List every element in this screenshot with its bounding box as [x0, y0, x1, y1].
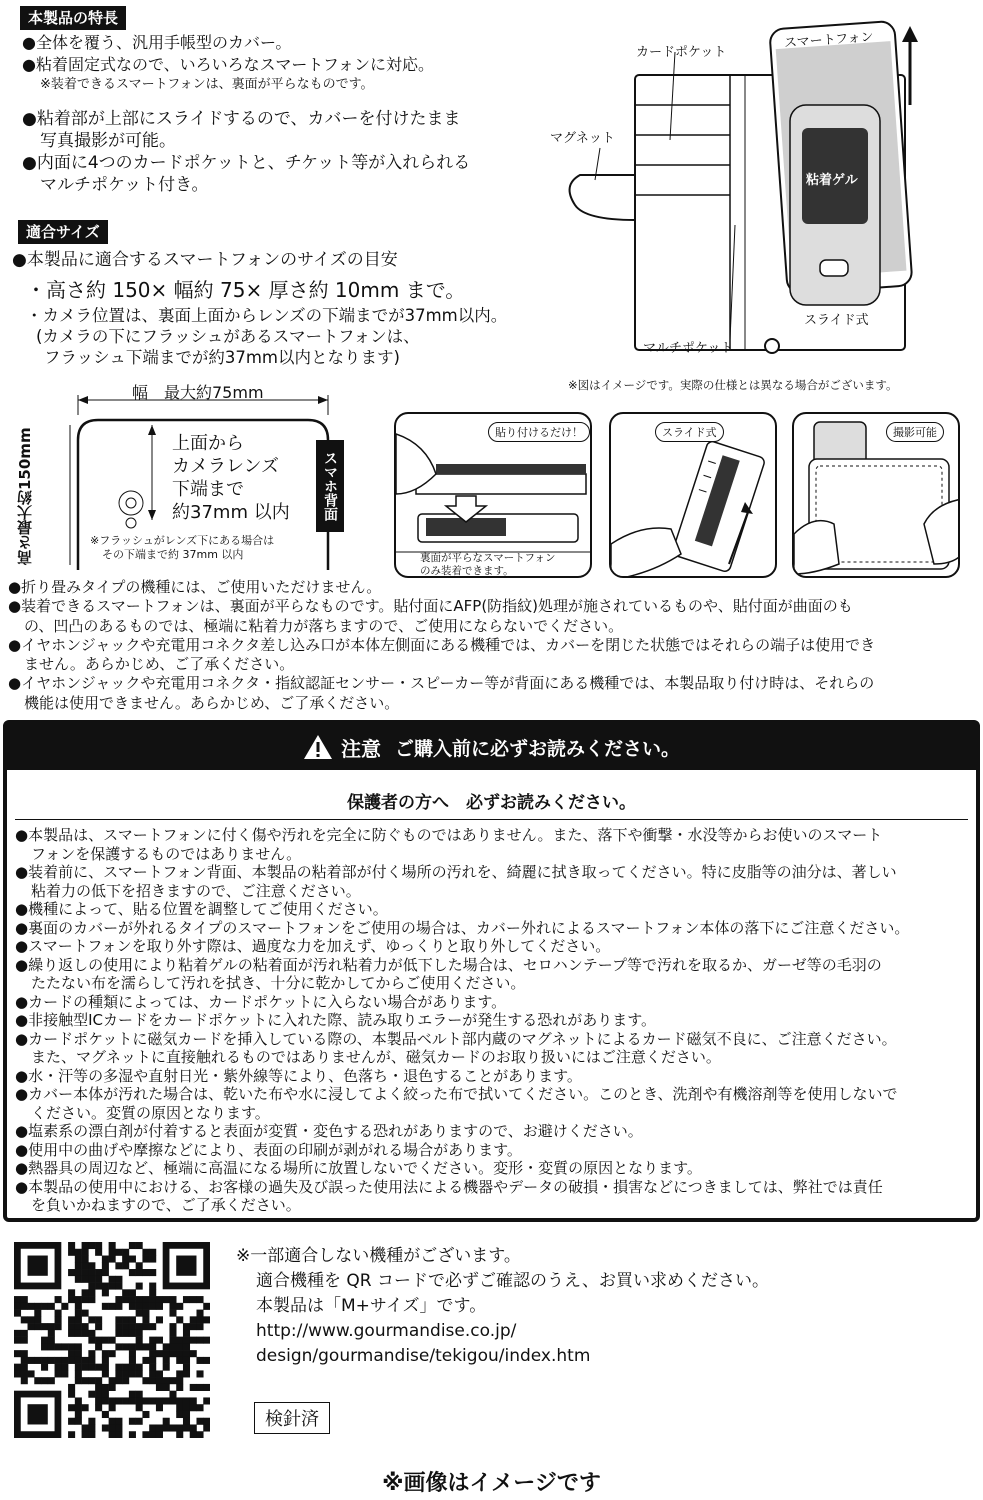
notice-line: ●熱器具の周辺など、極端に高温になる場所に放置しないでください。変形・変質の原因となります。 — [15, 1159, 702, 1177]
warning-line: の、凹凸のあるものでは、極端に粘着力が落ちますので、ご使用にならないでください。 — [24, 616, 624, 635]
features-heading: 本製品の特長 — [20, 6, 126, 30]
feature-line: ●粘着固定式なので、いろいろなスマートフォンに対応。 — [22, 55, 435, 74]
notice-line: ●カバー本体が汚れた場合は、乾いた布や水に浸してよく絞った布で拭いてください。このとき、洗剤や有機溶剤等を使用しないで — [15, 1085, 898, 1103]
camera-text — [172, 432, 290, 524]
feature-note: ※装着できるスマートフォンは、裏面が平らなものです。 — [40, 77, 374, 92]
diagram-caption: ※図はイメージです。実際の仕様とは異なる場合がございます。 — [568, 378, 898, 392]
label-gel: 粘着ゲル — [806, 173, 858, 188]
stick-caption-line: のみ装着できます。 — [420, 565, 514, 577]
notice-box — [3, 720, 980, 1222]
notice-line: ●繰り返しの使用により粘着ゲルの粘着面が汚れ粘着力が低下した場合は、セロハンテープ等で汚れを取るか、ガーゼ等の毛羽の — [15, 955, 882, 974]
feature-line: ●粘着部が上部にスライドするので、カバーを付けたまま — [22, 109, 461, 129]
camera-text-line: 下端まで — [172, 479, 244, 500]
image-disclaimer: ※画像はイメージです — [382, 1471, 601, 1496]
step-slide-panel — [609, 412, 777, 578]
warning-line: ●イヤホンジャックや充電用コネクタ差し込み口が本体左側面にある機種では、カバーを閉じた状態ではそれらの端子は使用でき — [8, 635, 876, 654]
case-diagram — [540, 10, 970, 360]
flash-note-line: その下端まで約 37mm 以内 — [102, 548, 244, 561]
height-label: 高さ最大約150mm — [16, 427, 34, 565]
feature-line: ●内面に4つのカードポケットと、チケット等が入れられる — [22, 153, 471, 173]
notice-line: また、マグネットに直接触れるものではありませんが、磁気カードのお取り扱いにはご注意ください。 — [31, 1048, 721, 1066]
qr-info-line: 本製品は「M+サイズ」です。 — [256, 1296, 487, 1316]
notice-line: ●カードの種類によっては、カードポケットに入らない場合があります。 — [15, 992, 507, 1011]
feature-line: ●全体を覆う、汎用手帳型のカバー。 — [22, 33, 292, 52]
notice-line: ●非接触型ICカードをカードポケットに入れた際、読み取りエラーが発生する恐れがあります。 — [15, 1011, 657, 1029]
stick-tag: 貼り付けるだけ！ — [488, 422, 590, 442]
width-label: 幅 最大約75mm — [132, 383, 264, 402]
stick-caption — [420, 552, 555, 578]
flash-note — [90, 534, 274, 562]
label-magnet: マグネット — [550, 131, 615, 146]
guardian-note: 保護者の方へ 必ずお読みください。 — [347, 793, 636, 813]
label-slide: スライド式 — [804, 313, 869, 328]
inspected-badge: 検針済 — [254, 1402, 330, 1434]
notice-line: ●装着前に、スマートフォン背面、本製品の粘着部が付く場所の汚れを、綺麗に拭き取ってください。特に皮脂等の油分は、著しい — [15, 863, 897, 881]
size-dims: ・高さ約 150× 幅約 75× 厚さ約 10mm まで。 — [26, 278, 466, 302]
notice-line: ●カードポケットに磁気カードを挿入している際の、本製品ベルト部内蔵のマグネットによるカード磁気不良に、ご注意ください。 — [15, 1029, 897, 1048]
notice-line: ●スマートフォンを取り外す際は、過度な力を加えず、ゆっくりと取り外してください。 — [15, 937, 611, 955]
camera-text-line: カメラレンズ — [172, 456, 280, 477]
warning-line: ●折り畳みタイプの機種には、ご使用いただけません。 — [8, 578, 382, 596]
stick-caption-line: 裏面が平らなスマートフォン — [420, 552, 556, 564]
qr-info — [236, 1244, 769, 1369]
warnings-list — [8, 578, 875, 713]
size-paren2: フラッシュ下端までが約37mm以内となります) — [44, 348, 400, 367]
warning-line: 機能は使用できません。あらかじめ、ご了承ください。 — [24, 693, 400, 712]
notice-list — [7, 820, 976, 1215]
label-smartphone: スマートフォン — [783, 29, 875, 52]
feature-line: マルチポケット付き。 — [40, 175, 209, 195]
step-stick-panel — [394, 412, 592, 578]
slide-tag: スライド式 — [655, 422, 724, 442]
warning-line: ●装着できるスマートフォンは、裏面が平らなものです。貼付面にAFP(防指紋)処理が施されているものや、貼付面が曲面のも — [8, 597, 853, 616]
qr-code-image — [14, 1242, 210, 1438]
size-camera: ・カメラ位置は、裏面上面からレンズの下端までが37mm以内。 — [26, 306, 508, 325]
notice-line: たたない布を濡らして汚れを拭き、十分に乾かしてからご使用ください。 — [31, 974, 526, 992]
notice-line: ●機種によって、貼る位置を調整してご使用ください。 — [15, 900, 388, 918]
qr-info-line: 適合機種を QR コードで必ずご確認のうえ、お買い求めください。 — [256, 1271, 770, 1291]
notice-line: ●本製品の使用中における、お客様の過失及び誤った使用法による機器やデータの破損・損害などにつきましては、弊社では責任 — [15, 1177, 883, 1196]
photo-tag: 撮影可能 — [886, 422, 944, 442]
label-multi-pocket: マルチポケット — [643, 341, 734, 356]
notice-line: ●裏面のカバーが外れるタイプのスマートフォンをご使用の場合は、カバー外れによるスマートフォン本体の落下にご注意ください。 — [15, 918, 910, 937]
label-card-pocket: カードポケット — [636, 45, 727, 60]
notice-line: フォンを保護するものではありません。 — [31, 844, 302, 863]
size-heading: 適合サイズ — [18, 220, 108, 244]
size-intro: ●本製品に適合するスマートフォンのサイズの目安 — [12, 250, 398, 270]
flash-note-line: ※フラッシュがレンズ下にある場合は — [90, 534, 275, 547]
qr-url-line[interactable]: http://www.gourmandise.co.jp/ — [256, 1321, 517, 1341]
notice-header — [7, 724, 976, 770]
qr-info-line: ※一部適合しない機種がございます。 — [236, 1246, 521, 1266]
feature-line: 写真撮影が可能。 — [40, 131, 176, 151]
qr-url-line[interactable]: design/gourmandise/tekigou/index.htm — [256, 1346, 591, 1366]
size-paren1: (カメラの下にフラッシュがあるスマートフォンは、 — [36, 327, 420, 346]
smartphone-back-label: スマホ背面 — [316, 440, 344, 532]
step-photo-panel — [792, 412, 960, 578]
notice-line: を負いかねますので、ご了承ください。 — [31, 1196, 301, 1214]
notice-title-rest: ご購入前に必ずお読みください。 — [394, 737, 680, 760]
notice-title: 注意 — [340, 736, 381, 761]
features-list — [22, 32, 470, 196]
warning-line: ません。あらかじめ、ご了承ください。 — [24, 655, 295, 674]
notice-line: ●使用中の曲げや摩擦などにより、表面の印刷が剥がれる場合があります。 — [15, 1140, 522, 1159]
notice-line: ●水・汗等の多湿や直射日光・紫外線等により、色落ち・退色することがあります。 — [15, 1066, 582, 1085]
notice-line: ●塩素系の漂白剤が付着すると表面が変質・変色する恐れがありますので、お避けください。 — [15, 1122, 643, 1140]
camera-text-line: 上面から — [172, 433, 244, 454]
notice-line: ください。変質の原因となります。 — [31, 1103, 270, 1122]
warning-icon — [303, 734, 333, 760]
qr-code[interactable] — [14, 1242, 210, 1438]
warning-line: ●イヤホンジャックや充電用コネクタ・指紋認証センサー・スピーカー等が背面にある機種では、本製品取り付け時は、それらの — [8, 674, 875, 693]
notice-line: 粘着力の低下を招きますので、ご注意ください。 — [31, 881, 361, 900]
camera-text-line: 約37mm 以内 — [172, 502, 290, 523]
notice-line: ●本製品は、スマートフォンに付く傷や汚れを完全に防ぐものではありません。また、落下や衝撃・水没等からお使いのスマート — [15, 826, 883, 844]
